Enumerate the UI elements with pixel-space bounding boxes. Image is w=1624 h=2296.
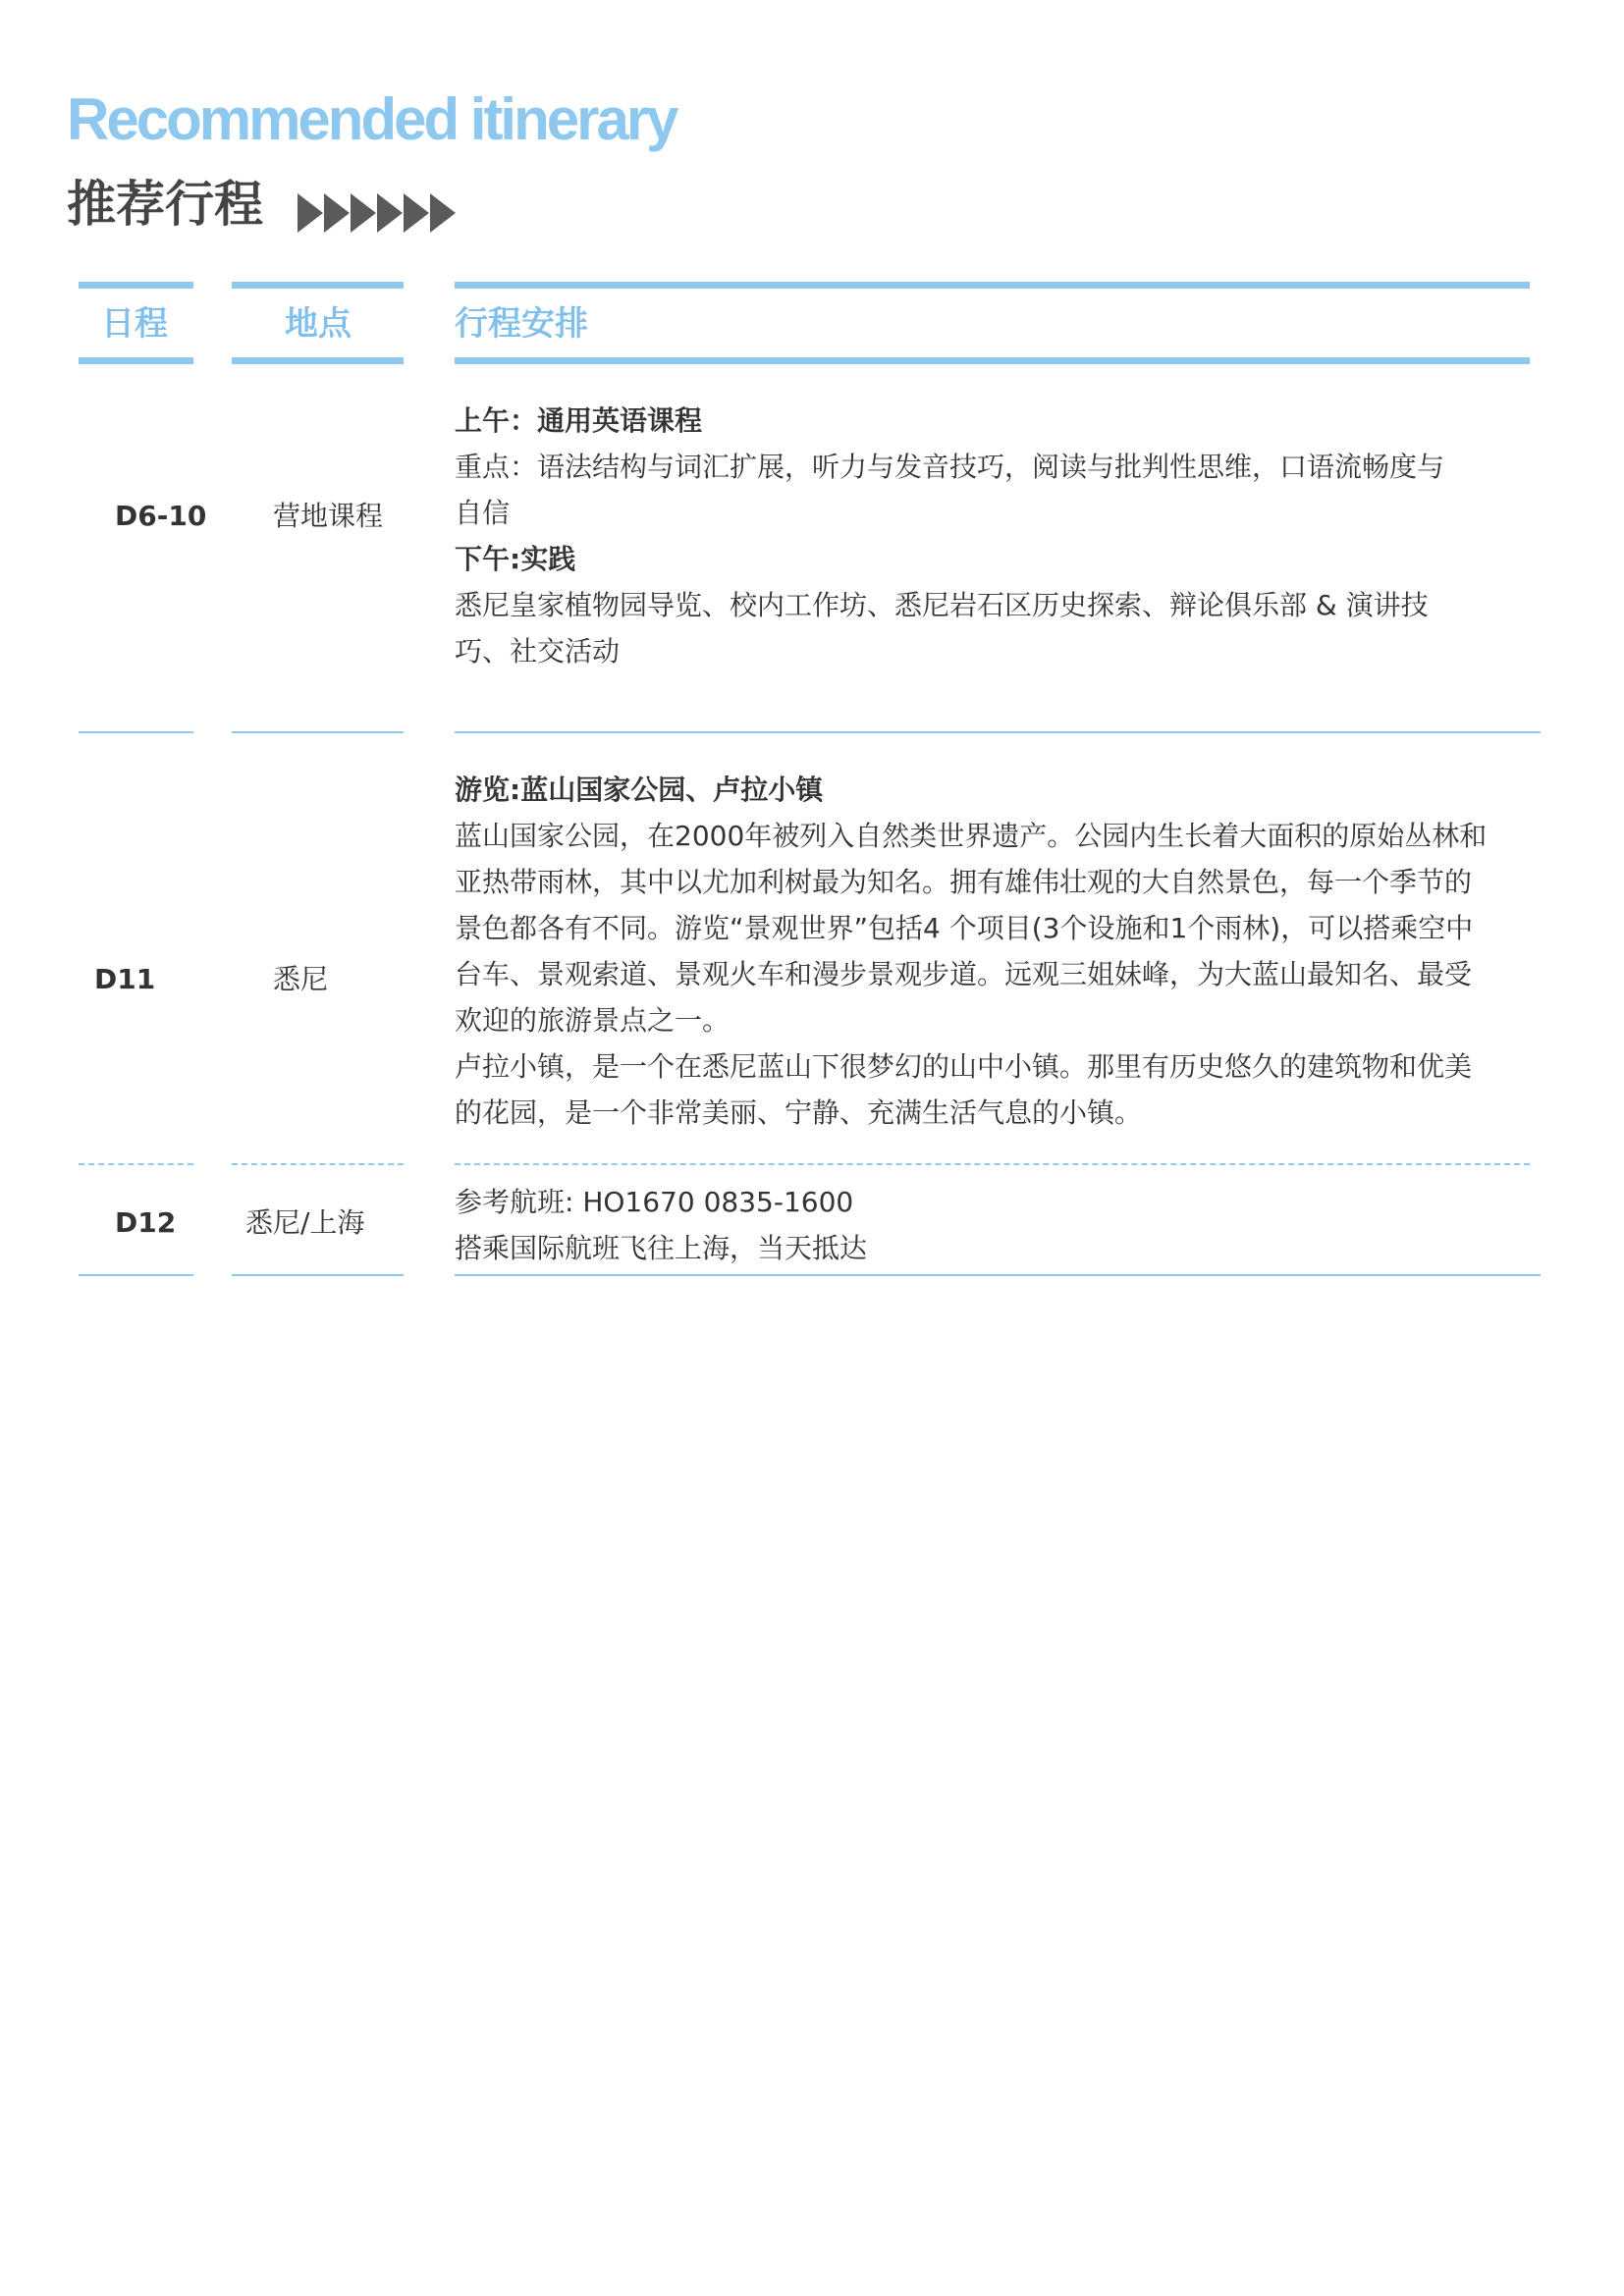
row-place: 营地课程 xyxy=(273,500,384,532)
row-schedule xyxy=(455,1179,1535,1271)
row-divider-dashed xyxy=(79,1163,193,1165)
header-top-line xyxy=(79,282,193,289)
row-day: D6-10 xyxy=(115,500,207,532)
schedule-line: 的花园，是一个非常美丽、宁静、充满生活气息的小镇。 xyxy=(455,1096,1143,1129)
header-bottom-line xyxy=(455,357,1530,364)
column-header-day: 日程 xyxy=(101,304,168,344)
schedule-line: 巧、社交活动 xyxy=(455,635,621,667)
schedule-line: 重点：语法结构与词汇扩展，听力与发音技巧，阅读与批判性思维，口语流畅度与 xyxy=(455,451,1445,483)
schedule-line: 搭乘国际航班飞往上海，当天抵达 xyxy=(455,1232,868,1264)
arrow-icon xyxy=(351,193,376,233)
schedule-line: 卢拉小镇，是一个在悉尼蓝山下很梦幻的山中小镇。那里有历史悠久的建筑物和优美 xyxy=(455,1050,1473,1083)
column-header-schedule: 行程安排 xyxy=(455,304,588,344)
arrow-icon xyxy=(298,193,323,233)
header-bottom-line xyxy=(232,357,404,364)
table-bottom-line xyxy=(232,1274,404,1276)
schedule-line: 蓝山国家公园，在2000年被列入自然类世界遗产。公园内生长着大面积的原始丛林和 xyxy=(455,820,1488,852)
row-divider xyxy=(232,731,404,733)
schedule-line: 自信 xyxy=(455,497,511,529)
schedule-line: 下午:实践 xyxy=(455,543,576,575)
table-bottom-line xyxy=(79,1274,193,1276)
arrow-icon xyxy=(404,193,429,233)
schedule-line: 上午：通用英语课程 xyxy=(455,404,703,437)
row-place: 悉尼/上海 xyxy=(245,1206,365,1239)
row-place: 悉尼 xyxy=(273,963,329,995)
header-top-line xyxy=(455,282,1530,289)
schedule-line: 游览:蓝山国家公园、卢拉小镇 xyxy=(455,774,824,806)
chinese-title: 推荐行程 xyxy=(67,176,263,233)
row-schedule xyxy=(455,398,1535,674)
row-divider xyxy=(79,731,193,733)
table-bottom-line xyxy=(455,1274,1541,1276)
header-top-line xyxy=(232,282,404,289)
arrow-icon xyxy=(430,193,456,233)
schedule-line: 参考航班: HO1670 0835-1600 xyxy=(455,1186,854,1218)
schedule-line: 景色都各有不同。游览“景观世界”包括4 个项目(3个设施和1个雨林)，可以搭乘空中 xyxy=(455,912,1474,944)
arrow-icon xyxy=(324,193,350,233)
row-day: D12 xyxy=(115,1206,177,1239)
english-title: Recommended itinerary xyxy=(67,86,677,152)
arrow-icon xyxy=(377,193,403,233)
column-header-place: 地点 xyxy=(285,304,352,344)
row-divider-dashed xyxy=(455,1163,1530,1165)
schedule-line: 台车、景观索道、景观火车和漫步景观步道。远观三姐妹峰，为大蓝山最知名、最受 xyxy=(455,958,1473,990)
schedule-line: 欢迎的旅游景点之一。 xyxy=(455,1004,731,1037)
row-schedule xyxy=(455,767,1535,1136)
row-divider xyxy=(455,731,1541,733)
schedule-line: 亚热带雨林，其中以尤加利树最为知名。拥有雄伟壮观的大自然景色，每一个季节的 xyxy=(455,866,1473,898)
row-divider-dashed xyxy=(232,1163,404,1165)
arrows-decoration xyxy=(298,191,464,235)
header-bottom-line xyxy=(79,357,193,364)
schedule-line: 悉尼皇家植物园导览、校内工作坊、悉尼岩石区历史探索、辩论俱乐部 & 演讲技 xyxy=(455,589,1429,621)
row-day: D11 xyxy=(94,963,156,995)
